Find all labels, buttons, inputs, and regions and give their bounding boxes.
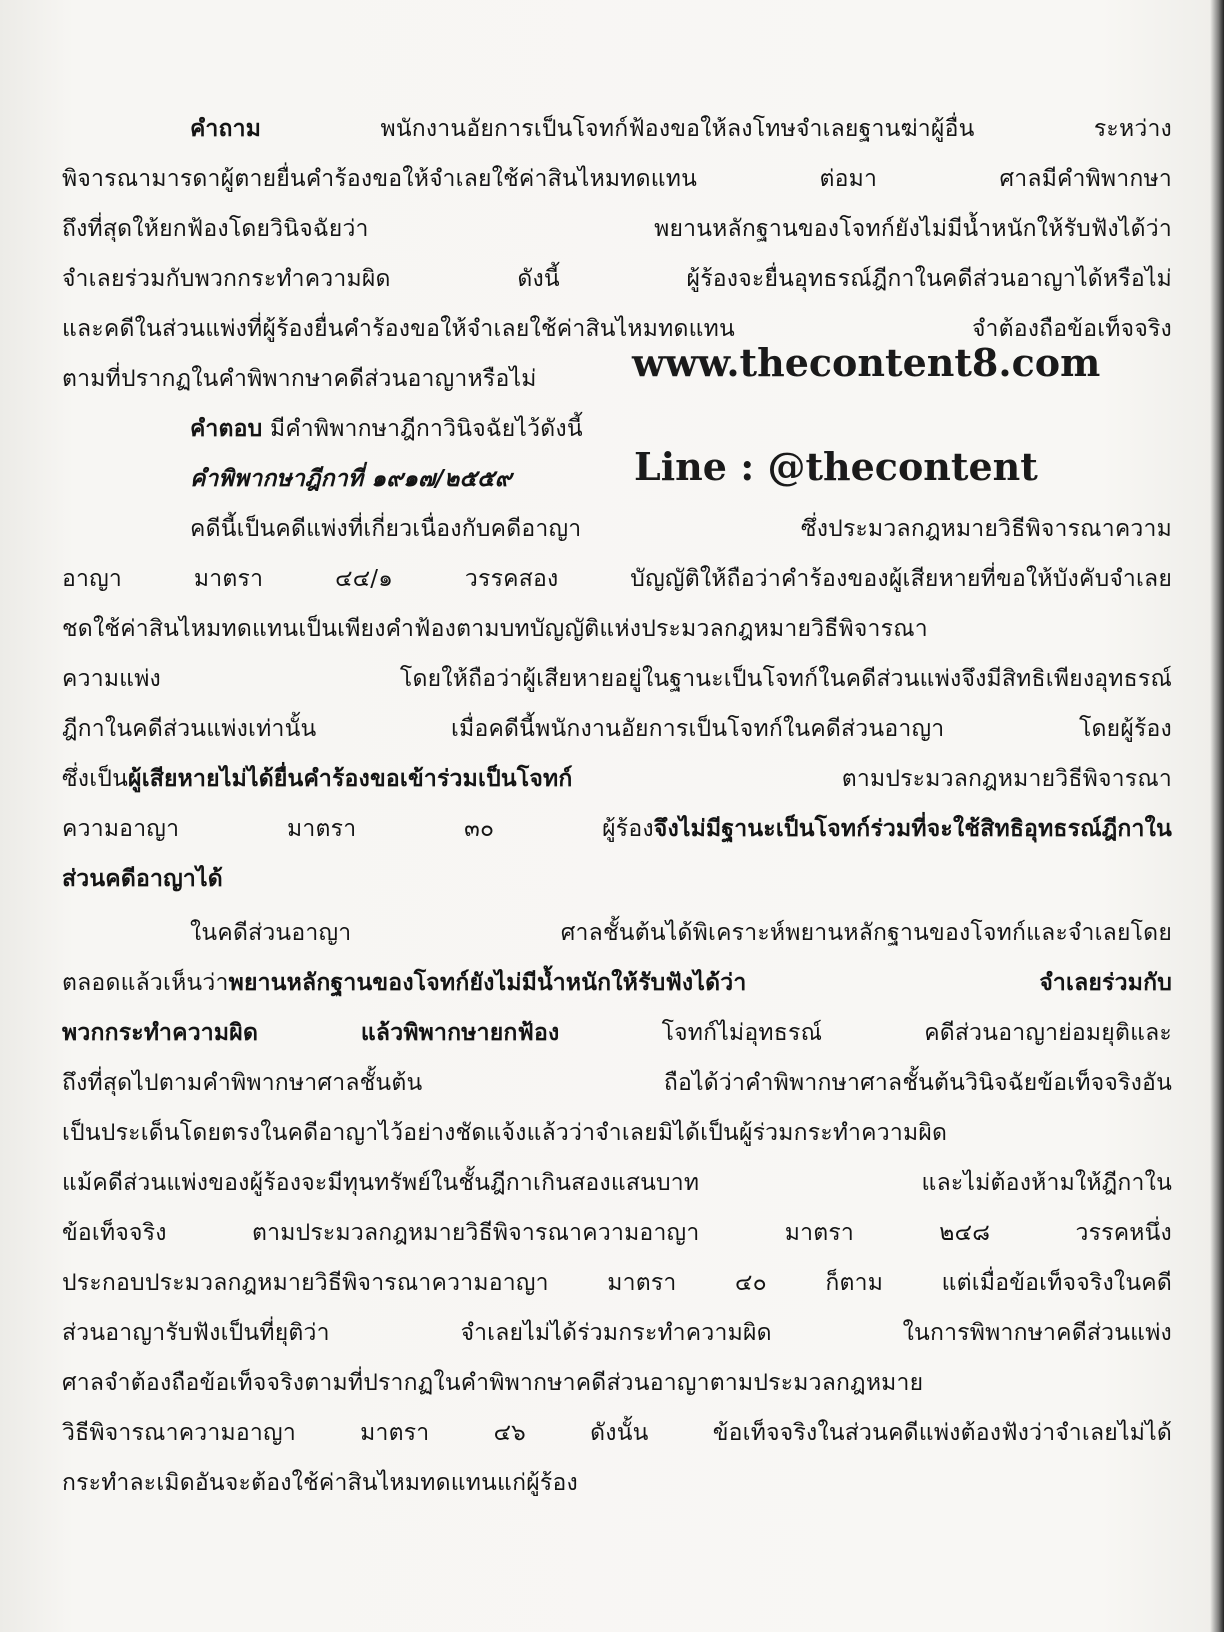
watermark-url: www.thecontent8.com [632,340,1101,385]
para1-line-8: ส่วนคดีอาญาได้ [62,866,223,892]
para2-line-8: ประกอบประมวลกฎหมายวิธีพิจารณาความอาญา มาตรา ๔๐ ก็ตาม แต่เมื่อข้อเท็จจริงในคดี [62,1270,1172,1296]
para2-line-11: วิธีพิจารณาความอาญา มาตรา ๔๖ ดังนั้น ข้อเท็จจริงในส่วนคดีแพ่งต้องฟังว่าจำเลยไม่ได้ [62,1420,1172,1446]
watermark-line-id: Line : @thecontent [634,444,1038,489]
para1-line-4: ความแพ่ง โดยให้ถือว่าผู้เสียหายอยู่ในฐานะเป็นโจทก์ในคดีส่วนแพ่งจึงมีสิทธิเพียงอุทธรณ์ [62,666,1172,692]
para2-line-12: กระทำละเมิดอันจะต้องใช้ค่าสินไหมทดแทนแก่ผู้ร้อง [62,1470,578,1496]
para1-line-5: ฎีกาในคดีส่วนแพ่งเท่านั้น เมื่อคดีนี้พนักงานอัยการเป็นโจทก์ในคดีส่วนอาญา โดยผู้ร้อง [62,716,1172,742]
question-line-2: พิจารณามารดาผู้ตายยื่นคำร้องขอให้จำเลยใช้ค่าสินไหมทดแทน ต่อมา ศาลมีคำพิพากษา [62,166,1172,192]
answer-label: คำตอบ [190,416,263,442]
question-label: คำถาม [190,116,262,142]
para1-line-1: คดีนี้เป็นคดีแพ่งที่เกี่ยวเนื่องกับคดีอาญา ซึ่งประมวลกฎหมายวิธีพิจารณาความ [190,516,1172,542]
ruling-number: คำพิพากษาฎีกาที่ ๑๙๑๗/๒๕๕๙ [190,466,512,492]
question-line-6: ตามที่ปรากฏในคำพิพากษาคดีส่วนอาญาหรือไม่ [62,366,537,392]
para2-line-4: ถึงที่สุดไปตามคำพิพากษาศาลชั้นต้น ถือได้ว่าคำพิพากษาศาลชั้นต้นวินิจฉัยข้อเท็จจริงอัน [62,1070,1172,1096]
para1-line-6: ซึ่งเป็นผู้เสียหายไม่ได้ยื่นคำร้องขอเข้าร่วมเป็นโจทก์ ตามประมวลกฎหมายวิธีพิจารณา [62,766,1172,792]
question-line-4: จำเลยร่วมกับพวกกระทำความผิด ดังนี้ ผู้ร้องจะยื่นอุทธรณ์ฎีกาในคดีส่วนอาญาได้หรือไม่ [62,266,1172,292]
para2-line-6: แม้คดีส่วนแพ่งของผู้ร้องจะมีทุนทรัพย์ในชั้นฎีกาเกินสองแสนบาท และไม่ต้องห้ามให้ฎีกาใน [62,1170,1172,1196]
para1-line-2: อาญา มาตรา ๔๔/๑ วรรคสอง บัญญัติให้ถือว่าคำร้องของผู้เสียหายที่ขอให้บังคับจำเลย [62,566,1172,592]
para2-line-1: ในคดีส่วนอาญา ศาลชั้นต้นได้พิเคราะห์พยานหลักฐานของโจทก์และจำเลยโดย [190,920,1172,946]
para1-line-7: ความอาญา มาตรา ๓๐ ผู้ร้องจึงไม่มีฐานะเป็นโจทก์ร่วมที่จะใช้สิทธิอุทธรณ์ฎีกาใน [62,816,1172,842]
para2-line-7: ข้อเท็จจริง ตามประมวลกฎหมายวิธีพิจารณาความอาญา มาตรา ๒๔๘ วรรคหนึ่ง [62,1220,1172,1246]
question-line-3: ถึงที่สุดให้ยกฟ้องโดยวินิจฉัยว่า พยานหลักฐานของโจทก์ยังไม่มีน้ำหนักให้รับฟังได้ว่า [62,216,1172,242]
paragraph-1 [62,504,1172,904]
question-line-1: คำถาม พนักงานอัยการเป็นโจทก์ฟ้องขอให้ลงโทษจำเลยฐานฆ่าผู้อื่น ระหว่าง [190,116,1172,142]
para1-line-3: ชดใช้ค่าสินไหมทดแทนเป็นเพียงคำฟ้องตามบทบัญญัติแห่งประมวลกฎหมายวิธีพิจารณา [62,616,928,642]
para2-line-9: ส่วนอาญารับฟังเป็นที่ยุติว่า จำเลยไม่ได้ร่วมกระทำความผิด ในการพิพากษาคดีส่วนแพ่ง [62,1320,1172,1346]
para2-line-5: เป็นประเด็นโดยตรงในคดีอาญาไว้อย่างชัดแจ้งแล้วว่าจำเลยมิได้เป็นผู้ร่วมกระทำความผิด [62,1120,948,1146]
question-line-5: และคดีในส่วนแพ่งที่ผู้ร้องยื่นคำร้องขอให้จำเลยใช้ค่าสินไหมทดแทน จำต้องถือข้อเท็จจริง [62,316,1172,342]
paragraph-2 [62,908,1172,1508]
para2-line-10: ศาลจำต้องถือข้อเท็จจริงตามที่ปรากฏในคำพิพากษาคดีส่วนอาญาตามประมวลกฎหมาย [62,1370,924,1396]
para2-line-3: พวกกระทำความผิด แล้วพิพากษายกฟ้อง โจทก์ไม่อุทธรณ์ คดีส่วนอาญาย่อมยุติและ [62,1020,1172,1046]
page-edge-shadow [1210,0,1224,1632]
para2-line-2: ตลอดแล้วเห็นว่าพยานหลักฐานของโจทก์ยังไม่มีน้ำหนักให้รับฟังได้ว่า จำเลยร่วมกับ [62,970,1172,996]
answer-line: คำตอบ มีคำพิพากษาฎีกาวินิจฉัยไว้ดังนี้ [190,416,583,442]
